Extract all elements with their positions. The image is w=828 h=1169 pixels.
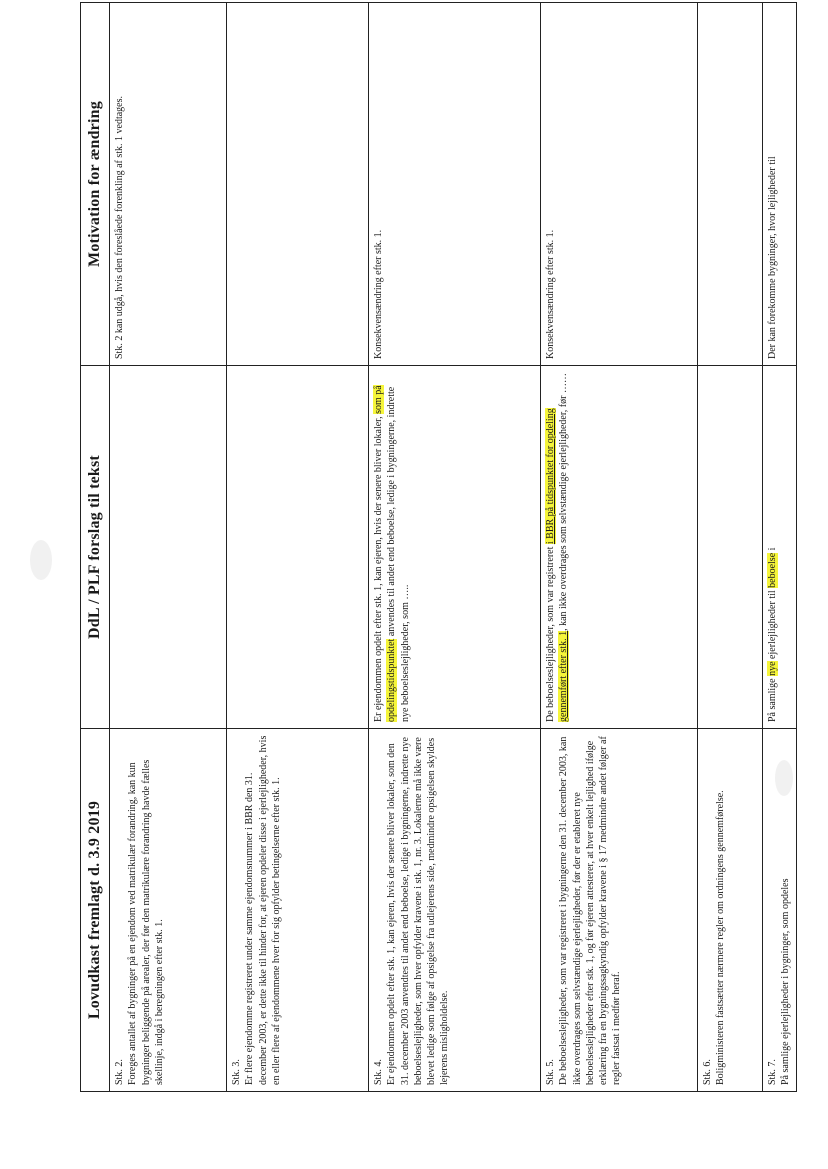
proposal-text	[372, 371, 412, 722]
proposal-text-part: De beboelseslejligheder, som var registreret	[545, 544, 556, 722]
header-motivation: Motivation for ændring	[81, 3, 110, 366]
motivation-cell	[698, 3, 763, 366]
section-label: Stk. 3.	[231, 1059, 242, 1085]
section-label: Stk. 2.	[114, 1059, 125, 1085]
scan-smudge	[775, 760, 793, 796]
header-proposal: DdL / PLF forslag til tekst	[81, 366, 110, 729]
table-row	[110, 3, 227, 1092]
header-draft: Lovudkast fremlagt d. 3.9 2019	[81, 729, 110, 1092]
proposal-text-part: ejerlejligheder til	[767, 587, 778, 662]
section-label: Stk. 4.	[373, 1059, 384, 1085]
rotated-page	[80, 2, 792, 1092]
draft-text: Foreges antallet af bygninger på en ejendom ved matrikulær forandring, kan kun bygninger beliggende på arealer, der før den matrikulære forandring havde fælles skellinje, indgå i beregningen efter stk. 1.	[127, 759, 165, 1085]
motivation-cell	[110, 3, 227, 366]
proposal-cell	[698, 366, 763, 729]
highlighted-text: beboelse	[767, 552, 778, 588]
draft-text: Er ejendommen opdelt efter stk. 1, kan ejeren, hvis der senere bliver lokaler, som den 31. december 2003 anvendtes til andet end beboelse, ledige i bygningerne, indrette nye beboelseslejligheder, som hver opfylder kravene i stk. 1, nr. 3. Lokalerne må ikke være blevet ledige som følge af opsigelse fra udlejerens side, medmindre opsigelsen skyldes lejerens misligholdelse.	[386, 737, 451, 1085]
motivation-text: Konsekvensændring efter stk. 1.	[545, 229, 556, 359]
motivation-text: Stk. 2 kan udgå, hvis den foreslåede forenkling af stk. 1 vedtages.	[114, 96, 125, 359]
highlighted-text: som på opdelingstidspunktet	[373, 385, 398, 722]
table-row	[698, 3, 763, 1092]
proposal-text	[544, 371, 571, 722]
draft-cell	[110, 729, 227, 1092]
draft-text: De beboelseslejligheder, som var registreret i bygningerne den 31. december 2003, kan ikke overdrages som selvstændige ejerlejligheder, før der er etableret nye beboelseslejligheder efter stk. 1, og før ejeren attesterer, at hver enkelt lejlighed ifølge erklæring fra en bygningssagkyndig opfylder kravene i § 17 medmindre andet følger af regler fastsat i medfør heraf.	[558, 736, 623, 1085]
scan-smudge	[30, 540, 52, 580]
section-label: Stk. 7.	[767, 1059, 778, 1085]
section-label: Stk. 5.	[545, 1059, 556, 1085]
proposal-text	[766, 371, 779, 722]
proposal-text-part: , kan ikke overdrages som selvstændige ejerlejligheder, før ……	[558, 373, 570, 631]
proposal-cell	[369, 366, 541, 729]
amendment-table	[80, 2, 797, 1092]
highlighted-text: nye	[767, 661, 778, 676]
section-label: Stk. 6.	[702, 1059, 713, 1085]
draft-cell	[369, 729, 541, 1092]
proposal-cell	[227, 366, 369, 729]
table-row	[541, 3, 698, 1092]
motivation-cell	[763, 3, 797, 366]
motivation-cell	[227, 3, 369, 366]
draft-text: På samlige ejerlejligheder i bygninger, som opdeles	[780, 878, 792, 1085]
motivation-text: Konsekvensændring efter stk. 1.	[373, 229, 384, 359]
table-row	[763, 3, 797, 1092]
proposal-text-part: Er ejendommen opdelt efter stk. 1, kan ejeren, hvis der senere bliver lokaler,	[373, 413, 384, 722]
motivation-text: Der kan forekomme bygninger, hvor lejligheder til	[767, 156, 778, 359]
motivation-cell	[369, 3, 541, 366]
proposal-text-part: anvendes til andet end beboelse, ledige i bygningerne, indrette nye beboelseslejligheder, som …..	[386, 386, 411, 722]
draft-text: Boligministeren fastsætter nærmere regler om ordningens gennemførelse.	[715, 790, 727, 1085]
proposal-cell	[763, 366, 797, 729]
draft-cell	[698, 729, 763, 1092]
draft-text: Er flere ejendomme registreret under samme ejendomsnummer i BBR den 31. december 2003, er dette ikke til hinder for, at ejeren opdeler disse i ejerlejligheder, hvis en eller flere af ejendommene hver for sig opfylder betingelserne efter stk. 1.	[244, 735, 282, 1085]
proposal-cell	[541, 366, 698, 729]
motivation-cell	[541, 3, 698, 366]
draft-cell	[227, 729, 369, 1092]
header-row	[81, 3, 110, 1092]
proposal-text-part: i	[767, 547, 778, 553]
table-row	[227, 3, 369, 1092]
highlighted-text: i BBR på tidspunktet for opdeling gennemført efter stk. 1	[545, 408, 570, 722]
proposal-cell	[110, 366, 227, 729]
table-row	[369, 3, 541, 1092]
proposal-text-part: På samlige	[767, 675, 778, 722]
draft-cell	[541, 729, 698, 1092]
